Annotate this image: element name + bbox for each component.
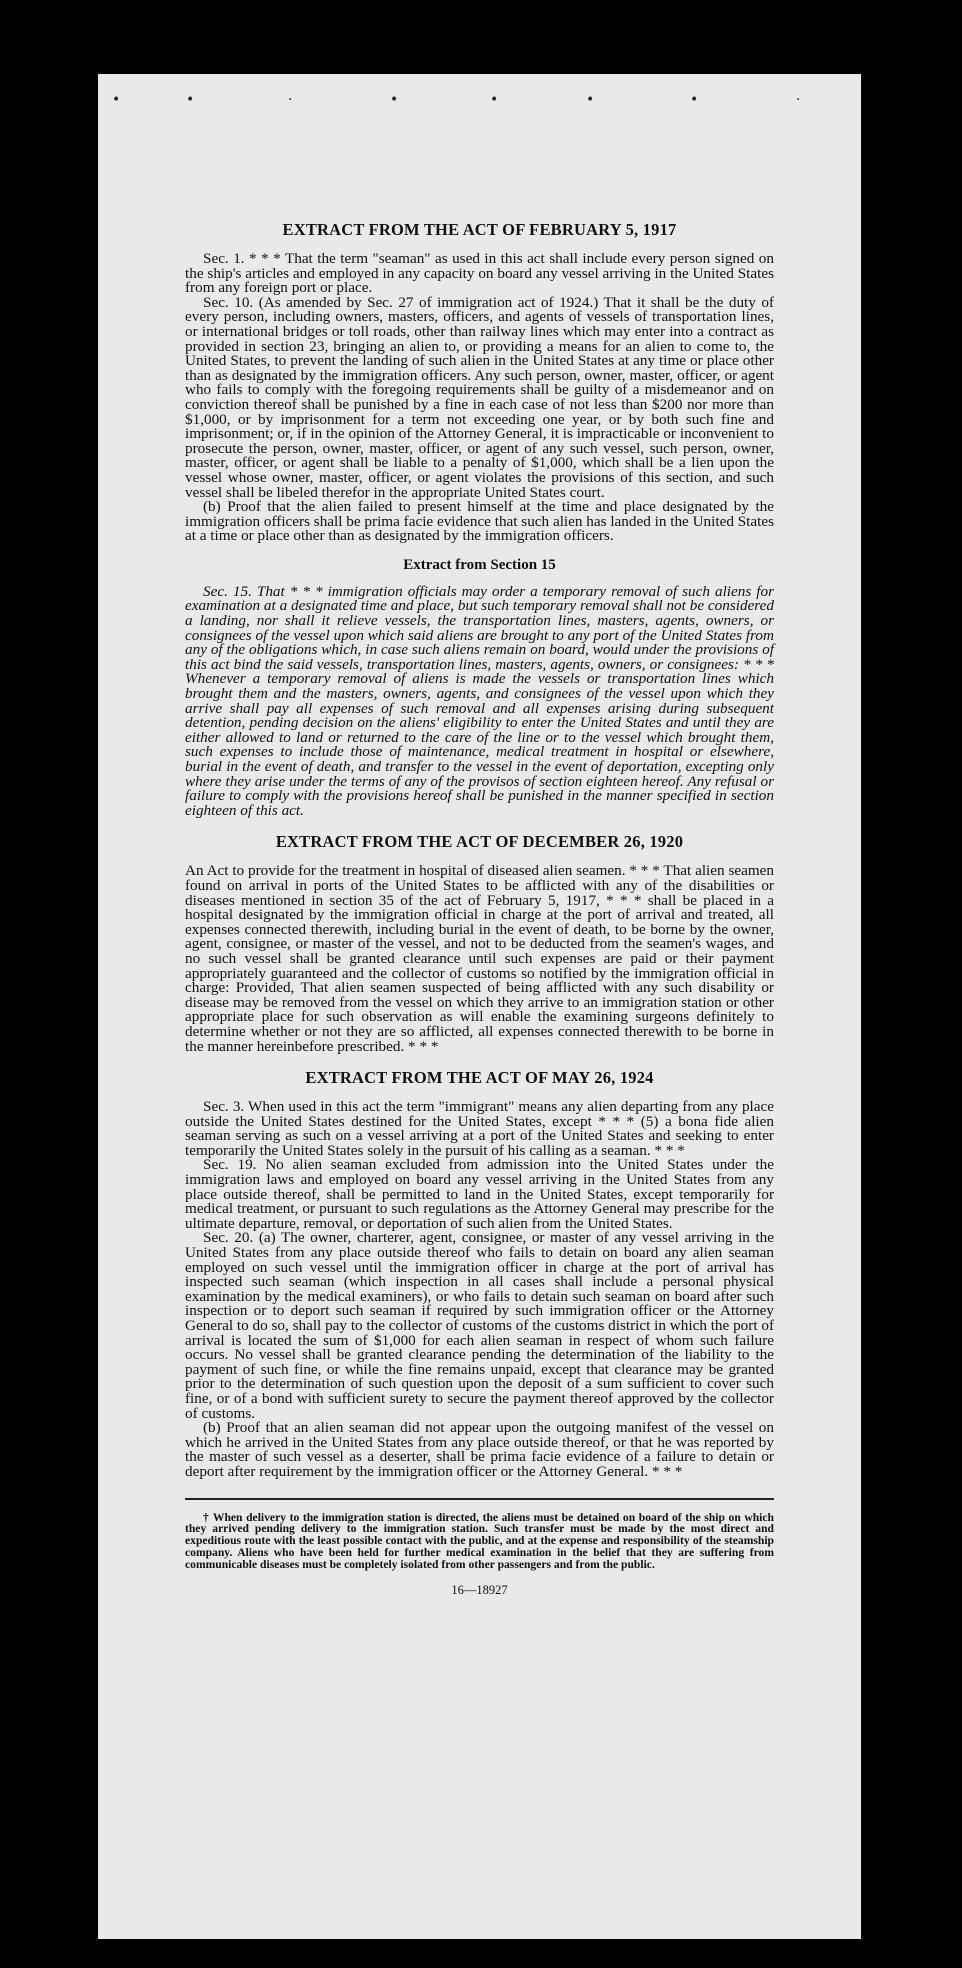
paragraph-sec-3: Sec. 3. When used in this act the term "immigrant" means any alien departing from any place outside the United States destined for the United States, except * * * (5) a bona fide alien seaman serving as such on a vessel arriving at a port of the United States and seeking to enter temporarily the United States solely in the pursuit of his calling as a seaman. * * * — [185, 1098, 774, 1159]
paragraph-sec-1: Sec. 1. * * * That the term "seaman" as used in this act shall include every person signed on the ship's articles and employed in any capacity on board any vessel arriving in the United States from any foreign port or place. — [185, 250, 774, 297]
paragraph-sec-20-a: Sec. 20. (a) The owner, charterer, agent, consignee, or master of any vessel arriving in the United States from any place outside thereof who fails to detain on board any alien seaman employed on such vessel until the immigration officer in charge at the port of arrival has inspected such seaman (which inspection in all cases shall include a personal physical examination by the medical examiners), or who fails to detain such seaman on board after such inspection or to deport such seaman if required by such immigration officer or the Attorney General to do so, shall pay to the collector of customs of the customs district in which the port of arrival is located the sum of $1,000 for each alien seaman in respect of whom such failure occurs. No vessel shall be granted clearance pending the determination of the liability to the payment of such fine, or while the fine remains unpaid, except that clearance may be granted prior to the determination of such question upon the deposit of a sum sufficient to cover such fine, or of a bond with sufficient surety to secure the payment thereof approved by the collector of customs. — [185, 1229, 774, 1422]
footnote: † When delivery to the immigration station is directed, the aliens must be detained on board of the ship on which they arrived pending delivery to the immigration station. Such transfer must be made by the most direct and expeditious route with the least possible contact with the public, and at the expense and responsibility of the steamship company. Aliens who have been held for further medical examination in the belief that they are suffering from communicable diseases must be completely isolated from other passengers and from the public. — [185, 1510, 774, 1571]
speck: · — [288, 92, 293, 108]
heading-act-1920: EXTRACT FROM THE ACT OF DECEMBER 26, 1920 — [275, 832, 684, 852]
speck: · — [796, 92, 801, 108]
speck: • — [490, 92, 499, 108]
subheading-section-15: Extract from Section 15 — [403, 556, 556, 573]
paragraph-sec-15: Sec. 15. That * * * immigration officials may order a temporary removal of such aliens for examination at a designated time and place, but such temporary removal shall not be considered a landing, nor shall it relieve vessels, the transportation lines, masters, agents, owners, or consignees of the vessel upon which said aliens are brought to any port of the United States from any of the obligations which, in case such aliens remain on board, would under the provisions of this act bind the said vessels, transportation lines, masters, agents, owners, or consignees: * * * Whenever a temporary removal of aliens is made the vessels or transportation lines which brought them and the masters, owners, agents, and consignees of the vessel upon which they arrive shall pay all expenses of such removal and all expenses arising during subsequent detention, pending decision on the aliens' eligibility to enter the United States and until they are either allowed to land or returned to the care of the line or to the vessel which brought them, such expenses to include those of maintenance, medical treatment in hospital or elsewhere, burial in the event of death, and transfer to the vessel in the event of deportation, excepting only where they arise under the terms of any of the provisos of section eighteen hereof. Any refusal or failure to comply with the provisions hereof shall be punished in the manner specified in section eighteen of this act. — [185, 582, 774, 819]
paragraph-sec-20-b: (b) Proof that an alien seaman did not appear upon the outgoing manifest of the vessel on which he arrived in the United States from any place outside thereof, or that he was reported by the master of such vessel as a deserter, shall be prima facie evidence of a failure to detain or deport after requirement by the immigration officer or the Attorney General. * * * — [185, 1419, 774, 1480]
scan-specks — [98, 92, 861, 122]
speck: • — [112, 92, 121, 108]
document-page — [98, 74, 861, 1939]
paragraph-sec-19: Sec. 19. No alien seaman excluded from admission into the United States under the immigration laws and employed on board any vessel arriving in the United States from any place outside thereof, shall be permitted to land in the United States, except temporarily for medical treatment, or pursuant to such regulations as the Attorney General may prescribe for the ultimate departure, removal, or deportation of such alien from the United States. — [185, 1156, 774, 1232]
speck: • — [690, 92, 699, 108]
speck: • — [586, 92, 595, 108]
paragraph-sec-10-b: (b) Proof that the alien failed to present himself at the time and place designated by the immigration officers shall be prima facie evidence that such alien has landed in the United States at a time or place other than as designated by the immigration officers. — [185, 498, 774, 545]
heading-act-1924: EXTRACT FROM THE ACT OF MAY 26, 1924 — [305, 1068, 654, 1088]
speck: • — [186, 92, 195, 108]
speck: • — [390, 92, 399, 108]
heading-act-1917: EXTRACT FROM THE ACT OF FEBRUARY 5, 1917 — [282, 220, 677, 239]
footnote-divider — [185, 1498, 774, 1500]
document-number: 16—18927 — [451, 1582, 508, 1597]
paragraph-act-1920: An Act to provide for the treatment in hospital of diseased alien seamen. * * * That alien seamen found on arrival in ports of the United States to be afflicted with any of the disabilities or diseases mentioned in section 35 of the act of February 5, 1917, * * * shall be placed in a hospital designated by the immigration official in charge at the port of arrival and treated, all expenses connected therewith, including burial in the event of death, to be borne by the owner, agent, consignee, or master of the vessel, and not to be deducted from the seamen's wages, and no such vessel shall be granted clearance until such expenses are paid or their payment appropriately guaranteed and the collector of customs so notified by the immigration official in charge: Provided, That alien seamen suspected of being afflicted with any such disability or disease may be removed from the vessel on which they arrive to an immigration station or other appropriate place for such observation as will enable the examining surgeons definitely to determine whether or not they are so afflicted, all expenses connected therewith to be borne in the manner hereinbefore prescribed. * * * — [185, 862, 774, 1055]
paragraph-sec-10: Sec. 10. (As amended by Sec. 27 of immigration act of 1924.) That it shall be the duty of every person, including owners, masters, officers, and agents of vessels of transportation lines, or international bridges or toll roads, other than railway lines which may enter into a contract as provided in section 23, bringing an alien to, or providing a means for an alien to come to, the United States, to prevent the landing of such alien in the United States at any time or place other than as designated by the immigration officers. Any such person, owner, master, officer, or agent who fails to comply with the foregoing requirements shall be guilty of a misdemeanor and on conviction thereof shall be punished by a fine in each case of not less than $200 nor more than $1,000, or by imprisonment for a term not exceeding one year, or by both such fine and imprisonment; or, if in the opinion of the Attorney General, it is impracticable or inconvenient to prosecute the person, owner, master, officer, or agent of any such vessel, such person, owner, master, officer, or agent shall be liable to a penalty of $1,000, which shall be a lien upon the vessel whose owner, master, officer, or agent violates the provisions of this section, and such vessel shall be libeled therefor in the appropriate United States court. — [185, 293, 774, 501]
